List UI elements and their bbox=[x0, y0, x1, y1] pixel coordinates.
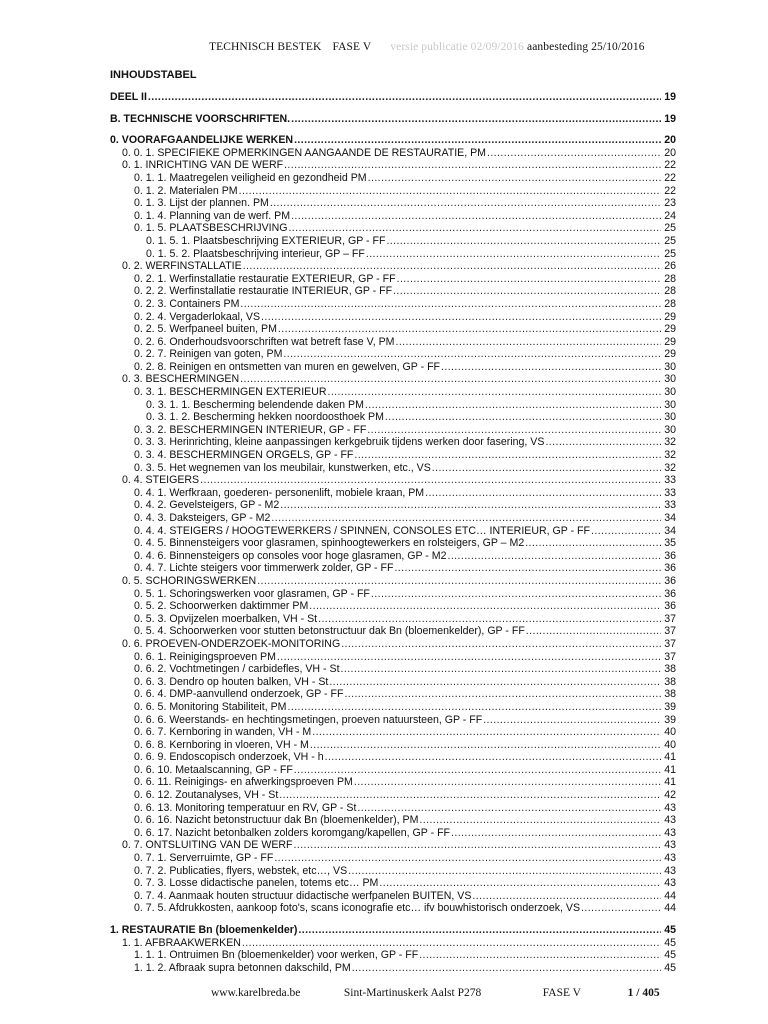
toc-leader-dots bbox=[239, 185, 661, 198]
toc-entry-page: 30 bbox=[664, 423, 676, 436]
toc-entry-page: 32 bbox=[664, 461, 676, 474]
toc-entry bbox=[110, 348, 676, 361]
toc-entry-label: 0. 3. 5. Het wegnemen van los meubilair, kunstwerken, etc., VS bbox=[134, 461, 431, 474]
toc-entry-page: 30 bbox=[664, 411, 676, 424]
toc-entry-label: 0. 4. STEIGERS bbox=[122, 474, 200, 487]
toc-entry bbox=[110, 147, 676, 160]
toc-entry bbox=[110, 962, 676, 975]
toc-entry-label: 0. 7. 2. Publicaties, flyers, webstek, etc…, VS bbox=[134, 864, 348, 877]
toc-entry bbox=[110, 159, 676, 172]
footer-page-number: 1 / 405 bbox=[627, 987, 660, 999]
toc-entry-page: 34 bbox=[664, 524, 676, 537]
toc-entry bbox=[110, 726, 676, 739]
toc-entry-label: 0. 5. 1. Schoringswerken voor glasramen, GP - FF bbox=[134, 587, 370, 600]
toc-entry bbox=[110, 537, 676, 550]
toc-leader-dots bbox=[379, 877, 661, 890]
toc-entry bbox=[110, 877, 676, 890]
toc-leader-dots bbox=[395, 336, 661, 349]
toc-leader-dots bbox=[277, 651, 661, 664]
toc-leader-dots bbox=[288, 701, 661, 714]
toc-entry-label: 0. 6. 8. Kernboring in vloeren, VH - M bbox=[134, 738, 309, 751]
toc-entry bbox=[110, 575, 676, 588]
toc-entry-label: 1. 1. AFBRAAKWERKEN bbox=[122, 936, 241, 949]
header-version: versie publicatie 02/09/2016 bbox=[390, 41, 525, 53]
toc-entry bbox=[110, 222, 676, 235]
toc-entry-label: 0. 6. 4. DMP-aanvullend onderzoek, GP - FF bbox=[134, 688, 344, 701]
toc-entry bbox=[110, 197, 676, 210]
toc-entry-page: 38 bbox=[664, 675, 676, 688]
toc-entry bbox=[110, 902, 676, 915]
toc-entry-page: 20 bbox=[664, 146, 676, 159]
toc-entry-label: 0. 2. WERFINSTALLATIE bbox=[122, 260, 242, 273]
toc-entry-page: 36 bbox=[664, 574, 676, 587]
toc-leader-dots bbox=[279, 789, 661, 802]
toc-entry bbox=[110, 714, 676, 727]
toc-entry bbox=[110, 336, 676, 349]
toc-entry-label: 0. 3. 3. Herinrichting, kleine aanpassingen kerkgebruik tijdens werken door fasering, VS bbox=[134, 436, 545, 449]
toc-entry-label: 0. 3. 1. 2. Bescherming hekken noordoosthoek PM bbox=[146, 411, 384, 424]
toc-entry-label: 0. 5. SCHORINGSWERKEN bbox=[122, 574, 257, 587]
toc-leader-dots bbox=[352, 962, 661, 975]
toc-entry bbox=[110, 676, 676, 689]
toc-entry-label: 0. 1. 4. Planning van de werf. PM bbox=[134, 209, 291, 222]
toc-entry bbox=[110, 424, 676, 437]
toc-entry-label: 0. 1. INRICHTING VAN DE WERF bbox=[122, 159, 284, 172]
toc-entry bbox=[110, 499, 676, 512]
toc-entry-page: 29 bbox=[664, 335, 676, 348]
toc-leader-dots bbox=[242, 937, 661, 950]
toc-entry-page: 43 bbox=[664, 814, 676, 827]
toc-entry-label: 0. VOORAFGAANDELIJKE WERKEN bbox=[110, 134, 294, 147]
page-header bbox=[209, 41, 645, 53]
toc-entry-label: DEEL II bbox=[110, 91, 147, 103]
toc-entry-label: 0. 5. 2. Schoorwerken daktimmer PM bbox=[134, 600, 309, 613]
toc-leader-dots bbox=[432, 462, 661, 475]
toc-entry-label: 0. 4. 5. Binnensteigers voor glasramen, spinhoogtewerkers en rolsteigers, GP – M2 bbox=[134, 537, 525, 550]
toc-entry bbox=[110, 865, 676, 878]
toc-entry-page: 45 bbox=[664, 961, 676, 974]
toc-leader-dots bbox=[526, 625, 661, 638]
toc-leader-dots bbox=[288, 222, 661, 235]
toc-leader-dots bbox=[309, 600, 661, 613]
toc-entry-label: B. TECHNISCHE VOORSCHRIFTEN. bbox=[110, 112, 291, 125]
toc-entry-label: 0. 1. 1. Maatregelen veiligheid en gezondheid PM bbox=[134, 171, 367, 184]
toc-entry-page: 24 bbox=[664, 209, 676, 222]
header-tender: aanbesteding 25/10/2016 bbox=[527, 41, 645, 53]
toc-entry-page: 39 bbox=[664, 700, 676, 713]
toc-leader-dots bbox=[368, 172, 661, 185]
toc-leader-dots bbox=[148, 91, 661, 104]
toc-entry-page: 33 bbox=[664, 486, 676, 499]
toc-entry-label: 0. 6. 12. Zoutanalyses, VH - St bbox=[134, 789, 279, 802]
toc-entry bbox=[110, 852, 676, 865]
toc-entry bbox=[110, 474, 676, 487]
toc-entry-label: 0. 0. 1. SPECIFIEKE OPMERKINGEN AANGAANDE DE RESTAURATIE, PM bbox=[122, 146, 486, 159]
toc-leader-dots bbox=[385, 411, 661, 424]
toc-entry bbox=[110, 562, 676, 575]
toc-entry-page: 37 bbox=[664, 637, 676, 650]
toc-entry bbox=[110, 701, 676, 714]
toc-entry bbox=[110, 311, 676, 324]
toc-entry-page: 32 bbox=[664, 436, 676, 449]
toc-entry bbox=[110, 449, 676, 462]
toc-entry-page: 43 bbox=[664, 801, 676, 814]
toc-entry-label: 0. 6. 5. Monitoring Stabiliteit, PM bbox=[134, 700, 287, 713]
toc-entry-page: 36 bbox=[664, 562, 676, 575]
toc-leader-dots bbox=[341, 663, 661, 676]
toc-entry-label: 0. 6. PROEVEN-ONDERZOEK-MONITORING bbox=[122, 637, 341, 650]
toc-entry bbox=[110, 651, 676, 664]
toc-leader-dots bbox=[274, 852, 661, 865]
toc-entry bbox=[110, 839, 676, 852]
toc-entry-page: 43 bbox=[664, 852, 676, 865]
toc-leader-dots bbox=[397, 273, 661, 286]
toc-leader-dots bbox=[298, 924, 661, 937]
toc-entry bbox=[110, 776, 676, 789]
toc-entry bbox=[110, 373, 676, 386]
toc-entry-page: 29 bbox=[664, 310, 676, 323]
toc-entry-page: 28 bbox=[664, 272, 676, 285]
toc-entry-page: 30 bbox=[664, 398, 676, 411]
toc-leader-dots bbox=[451, 827, 661, 840]
toc-leader-dots bbox=[329, 676, 661, 689]
toc-entry-page: 43 bbox=[664, 864, 676, 877]
toc-entry bbox=[110, 739, 676, 752]
toc-entry-label: 0. 2. 3. Containers PM bbox=[134, 297, 240, 310]
toc-entry bbox=[110, 273, 676, 286]
toc-leader-dots bbox=[441, 361, 661, 374]
toc-entry-page: 30 bbox=[664, 386, 676, 399]
toc-entry-page: 36 bbox=[664, 600, 676, 613]
toc-entry-page: 37 bbox=[664, 650, 676, 663]
footer-website: www.karelbreda.be bbox=[211, 987, 301, 999]
toc-entry bbox=[110, 625, 676, 638]
toc-leader-dots bbox=[354, 776, 661, 789]
footer-phase: FASE V bbox=[542, 987, 581, 999]
toc-leader-dots bbox=[278, 323, 661, 336]
toc-leader-dots bbox=[257, 575, 661, 588]
toc-entry bbox=[110, 260, 676, 273]
toc-entry-label: 0. 1. 2. Materialen PM bbox=[134, 184, 238, 197]
toc-entry-page: 44 bbox=[664, 889, 676, 902]
toc-entry bbox=[110, 285, 676, 298]
toc-leader-dots bbox=[283, 348, 661, 361]
toc-entry-page: 19 bbox=[664, 91, 676, 103]
toc-entry bbox=[110, 386, 676, 399]
toc-entry-page: 33 bbox=[664, 499, 676, 512]
toc-entry-page: 38 bbox=[664, 688, 676, 701]
toc-entry-page: 40 bbox=[664, 726, 676, 739]
toc-entry bbox=[110, 399, 676, 412]
toc-entry-label: 0. 7. 5. Afdrukkosten, aankoop foto's, scans iconografie etc… ifv bouwhistorisch onderzoek, VS bbox=[134, 902, 581, 915]
toc-entry-label: 0. 6. 17. Nazicht betonbalken zolders koromgang/kapellen, GP - FF bbox=[134, 826, 451, 839]
toc-leader-dots bbox=[243, 260, 661, 273]
toc-leader-dots bbox=[344, 688, 661, 701]
toc-entry-page: 45 bbox=[664, 936, 676, 949]
toc-entry-label: 0. 3. 1. BESCHERMINGEN EXTERIEUR bbox=[134, 386, 327, 399]
toc-entry-label: 0. 2. 5. Werfpaneel buiten, PM bbox=[134, 323, 277, 336]
toc-entry-label: 0. 4. 2. Gevelsteigers, GP - M2 bbox=[134, 499, 280, 512]
toc-entry-page: 25 bbox=[664, 247, 676, 260]
toc-entry-page: 43 bbox=[664, 826, 676, 839]
toc-leader-dots bbox=[581, 902, 661, 915]
toc-entry-page: 43 bbox=[664, 839, 676, 852]
toc-entry bbox=[110, 134, 676, 147]
toc-leader-dots bbox=[371, 588, 661, 601]
header-phase: FASE V bbox=[332, 41, 372, 53]
toc-entry-page: 25 bbox=[664, 222, 676, 235]
toc-leader-dots bbox=[365, 399, 661, 412]
toc-entry-page: 28 bbox=[664, 297, 676, 310]
toc-entry-page: 34 bbox=[664, 512, 676, 524]
toc-entry-page: 29 bbox=[664, 348, 676, 361]
toc-entry-label: 0. 2. 7. Reinigen van goten, PM bbox=[134, 348, 283, 361]
toc-title: INHOUDSTABEL bbox=[110, 69, 197, 81]
toc-entry bbox=[110, 512, 676, 525]
toc-leader-dots bbox=[270, 197, 661, 210]
toc-leader-dots bbox=[367, 424, 661, 437]
toc-entry bbox=[110, 525, 676, 538]
toc-entry bbox=[110, 688, 676, 701]
toc-leader-dots bbox=[280, 499, 661, 512]
toc-leader-dots bbox=[357, 802, 661, 815]
toc-leader-dots bbox=[386, 235, 661, 248]
page-footer bbox=[211, 987, 660, 999]
toc-entry bbox=[110, 436, 676, 449]
toc-leader-dots bbox=[472, 890, 661, 903]
toc-entry-label: 0. 6. 2. Vochtmetingen / carbidefles, VH - St bbox=[134, 663, 340, 676]
toc-entry-page: 20 bbox=[664, 134, 676, 147]
toc-entry-label: 1. 1. 1. Ontruimen Bn (bloemenkelder) voor werken, GP - FF bbox=[134, 949, 419, 962]
toc-leader-dots bbox=[545, 436, 661, 449]
toc-leader-dots bbox=[325, 751, 661, 764]
toc-entry-page: 45 bbox=[664, 949, 676, 962]
toc-entry bbox=[110, 411, 676, 424]
toc-leader-dots bbox=[487, 147, 661, 160]
toc-entry-page: 23 bbox=[664, 197, 676, 210]
toc-entry bbox=[110, 937, 676, 950]
toc-entry-label: 0. 3. BESCHERMINGEN bbox=[122, 373, 240, 386]
toc-entry bbox=[110, 764, 676, 777]
toc-entry-label: 0. 5. 4. Schoorwerken voor stutten betonstructuur dak Bn (bloemenkelder), GP - FF bbox=[134, 625, 525, 638]
toc-leader-dots bbox=[312, 726, 661, 739]
toc-entry-label: 0. 1. 5. 2. Plaatsbeschrijving interieur, GP – FF bbox=[146, 247, 365, 260]
toc-entry-label: 0. 4. 7. Lichte steigers voor timmerwerk zolder, GP - FF bbox=[134, 562, 394, 575]
toc-entry bbox=[110, 361, 676, 374]
toc-entry-label: 0. 4. 6. Binnensteigers op consoles voor hoge glasramen, GP - M2 bbox=[134, 549, 447, 562]
toc-entry-page: 32 bbox=[664, 449, 676, 462]
toc-entry-label: 0. 3. 1. 1. Bescherming belendende daken PM bbox=[146, 398, 364, 411]
toc-entry bbox=[110, 638, 676, 651]
toc-entry bbox=[110, 827, 676, 840]
toc-entry bbox=[110, 462, 676, 475]
toc-entry-label: 0. 6. 9. Endoscopisch onderzoek, VH - h bbox=[134, 751, 324, 764]
toc-leader-dots bbox=[525, 537, 661, 550]
toc-entry-page: 25 bbox=[664, 234, 676, 247]
toc-entry-page: 22 bbox=[664, 184, 676, 197]
toc-entry-label: 0. 3. 2. BESCHERMINGEN INTERIEUR, GP - FF bbox=[134, 423, 367, 436]
toc-entry-page: 41 bbox=[664, 763, 676, 776]
toc-entry-label: 1. RESTAURATIE Bn (bloemenkelder) bbox=[110, 924, 298, 936]
toc-entry bbox=[110, 613, 676, 626]
toc-entry-label: 0. 2. 2. Werfinstallatie restauratie INTERIEUR, GP - FF bbox=[134, 285, 393, 298]
toc-leader-dots bbox=[448, 550, 662, 563]
toc-leader-dots bbox=[261, 311, 661, 324]
toc-entry-page: 36 bbox=[664, 549, 676, 562]
toc-entry-label: 0. 1. 3. Lijst der plannen. PM bbox=[134, 197, 269, 210]
toc-entry-label: 0. 2. 4. Vergaderlokaal, VS bbox=[134, 310, 261, 323]
toc-leader-dots bbox=[284, 159, 661, 172]
toc-entry-label: 0. 6. 7. Kernboring in wanden, VH - M bbox=[134, 726, 312, 739]
toc-entry bbox=[110, 789, 676, 802]
toc-entry-page: 45 bbox=[664, 924, 676, 936]
toc-leader-dots bbox=[310, 739, 661, 752]
toc-leader-dots bbox=[294, 134, 661, 147]
toc-entry-page: 43 bbox=[664, 877, 676, 890]
toc-entry-page: 19 bbox=[664, 112, 676, 125]
toc-entry-label: 0. 1. 5. 1. Plaatsbeschrijving EXTERIEUR, GP - FF bbox=[146, 234, 386, 247]
toc-entry bbox=[110, 248, 676, 261]
toc-entry-page: 42 bbox=[664, 789, 676, 802]
toc-leader-dots bbox=[294, 764, 661, 777]
toc-entry-page: 29 bbox=[664, 323, 676, 336]
toc-leader-dots bbox=[328, 386, 662, 399]
toc-leader-dots bbox=[393, 285, 661, 298]
toc-entry bbox=[110, 751, 676, 764]
toc-leader-dots bbox=[240, 373, 661, 386]
toc-entry-page: 40 bbox=[664, 738, 676, 751]
toc-entry-label: 0. 4. 4. STEIGERS / HOOGTEWERKERS / SPINNEN, CONSOLES ETC… INTERIEUR, GP - FF bbox=[134, 524, 591, 537]
toc-entry-label: 0. 3. 4. BESCHERMINGEN ORGELS, GP - FF bbox=[134, 449, 354, 462]
toc-entry bbox=[110, 802, 676, 815]
toc-entry-page: 37 bbox=[664, 625, 676, 638]
toc-entry bbox=[110, 235, 676, 248]
toc-entry bbox=[110, 550, 676, 563]
toc-entry-page: 36 bbox=[664, 587, 676, 600]
toc-entry-page: 30 bbox=[664, 373, 676, 386]
toc-entry-label: 0. 7. 1. Serverruimte, GP - FF bbox=[134, 852, 274, 865]
toc-entry-label: 0. 5. 3. Opvijzelen moerbalken, VH - St bbox=[134, 612, 318, 625]
toc-leader-dots bbox=[291, 210, 661, 223]
toc-entry bbox=[110, 185, 676, 198]
toc-leader-dots bbox=[294, 839, 661, 852]
toc-entry bbox=[110, 210, 676, 223]
toc-entry-label: 0. 6. 13. Monitoring temperatuur en RV, GP - St bbox=[134, 801, 357, 814]
toc-entry-label: 0. 2. 8. Reinigen en ontsmetten van muren en gewelven, GP - FF bbox=[134, 360, 441, 373]
toc-entry bbox=[110, 323, 676, 336]
toc-entry-label: 0. 6. 11. Reinigings- en afwerkingsproeven PM bbox=[134, 776, 353, 789]
toc-entry-label: 0. 2. 6. Onderhoudsvoorschriften wat betreft fase V, PM bbox=[134, 335, 395, 348]
toc-leader-dots bbox=[354, 449, 661, 462]
toc-entry-page: 22 bbox=[664, 171, 676, 184]
toc-entry bbox=[110, 949, 676, 962]
toc-entry-label: 0. 4. 1. Werfkraan, goederen- personenlift, mobiele kraan, PM bbox=[134, 486, 425, 499]
toc-entry-label: 0. 4. 3. Daksteigers, GP - M2 bbox=[134, 512, 271, 524]
header-title: TECHNISCH BESTEK bbox=[209, 41, 322, 53]
toc-entry bbox=[110, 924, 676, 937]
toc-entry bbox=[110, 600, 676, 613]
toc-entry-label: 0. 1. 5. PLAATSBESCHRIJVING bbox=[134, 222, 288, 235]
toc-entry-page: 38 bbox=[664, 663, 676, 676]
toc-entry bbox=[110, 588, 676, 601]
toc-entry bbox=[110, 663, 676, 676]
toc-entry bbox=[110, 298, 676, 311]
toc-entry-label: 0. 7. ONTSLUITING VAN DE WERF bbox=[122, 839, 293, 852]
toc-entry bbox=[110, 487, 676, 500]
toc-leader-dots bbox=[341, 638, 661, 651]
toc-leader-dots bbox=[483, 714, 661, 727]
toc-leader-dots bbox=[271, 512, 661, 525]
toc-leader-dots bbox=[240, 298, 661, 311]
toc-entry-label: 0. 7. 3. Losse didactische panelen, totems etc… PM bbox=[134, 877, 379, 890]
toc-leader-dots bbox=[419, 814, 661, 827]
toc-leader-dots bbox=[291, 113, 661, 126]
toc-entry-label: 0. 6. 6. Weerstands- en hechtingsmetingen, proeven natuursteen, GP - FF bbox=[134, 713, 483, 726]
table-of-contents bbox=[110, 91, 676, 974]
toc-entry-label: 0. 6. 1. Reinigingsproeven PM bbox=[134, 650, 276, 663]
footer-project: Sint-Martinuskerk Aalst P278 bbox=[343, 987, 482, 999]
toc-leader-dots bbox=[591, 525, 661, 538]
toc-leader-dots bbox=[200, 474, 661, 487]
toc-leader-dots bbox=[366, 248, 661, 261]
toc-entry-page: 41 bbox=[664, 776, 676, 789]
toc-entry-page: 26 bbox=[664, 260, 676, 273]
toc-leader-dots bbox=[348, 865, 661, 878]
toc-entry bbox=[110, 91, 676, 104]
toc-entry-label: 0. 2. 1. Werfinstallatie restauratie EXTERIEUR, GP - FF bbox=[134, 272, 396, 285]
toc-entry bbox=[110, 890, 676, 903]
toc-leader-dots bbox=[425, 487, 661, 500]
toc-entry-page: 37 bbox=[664, 612, 676, 625]
toc-entry-page: 44 bbox=[664, 902, 676, 915]
toc-entry-label: 0. 6. 10. Metaalscanning, GP - FF bbox=[134, 763, 293, 776]
toc-entry-label: 1. 1. 2. Afbraak supra betonnen dakschild, PM bbox=[134, 961, 351, 974]
toc-entry-page: 22 bbox=[664, 159, 676, 172]
toc-entry bbox=[110, 172, 676, 185]
toc-leader-dots bbox=[394, 562, 661, 575]
toc-entry-page: 28 bbox=[664, 285, 676, 298]
toc-entry-page: 33 bbox=[664, 474, 676, 487]
toc-entry bbox=[110, 113, 676, 126]
toc-leader-dots bbox=[419, 949, 661, 962]
toc-entry-page: 30 bbox=[664, 360, 676, 373]
toc-entry-page: 35 bbox=[664, 537, 676, 550]
toc-entry-page: 41 bbox=[664, 751, 676, 764]
toc-entry-label: 0. 7. 4. Aanmaak houten structuur didactische werfpanelen BUITEN, VS bbox=[134, 889, 472, 902]
toc-entry bbox=[110, 814, 676, 827]
toc-entry-label: 0. 6. 3. Dendro op houten balken, VH - St bbox=[134, 675, 329, 688]
toc-leader-dots bbox=[318, 613, 661, 626]
toc-entry-page: 39 bbox=[664, 713, 676, 726]
toc-entry-label: 0. 6. 16. Nazicht betonstructuur dak Bn (bloemenkelder), PM bbox=[134, 814, 419, 827]
